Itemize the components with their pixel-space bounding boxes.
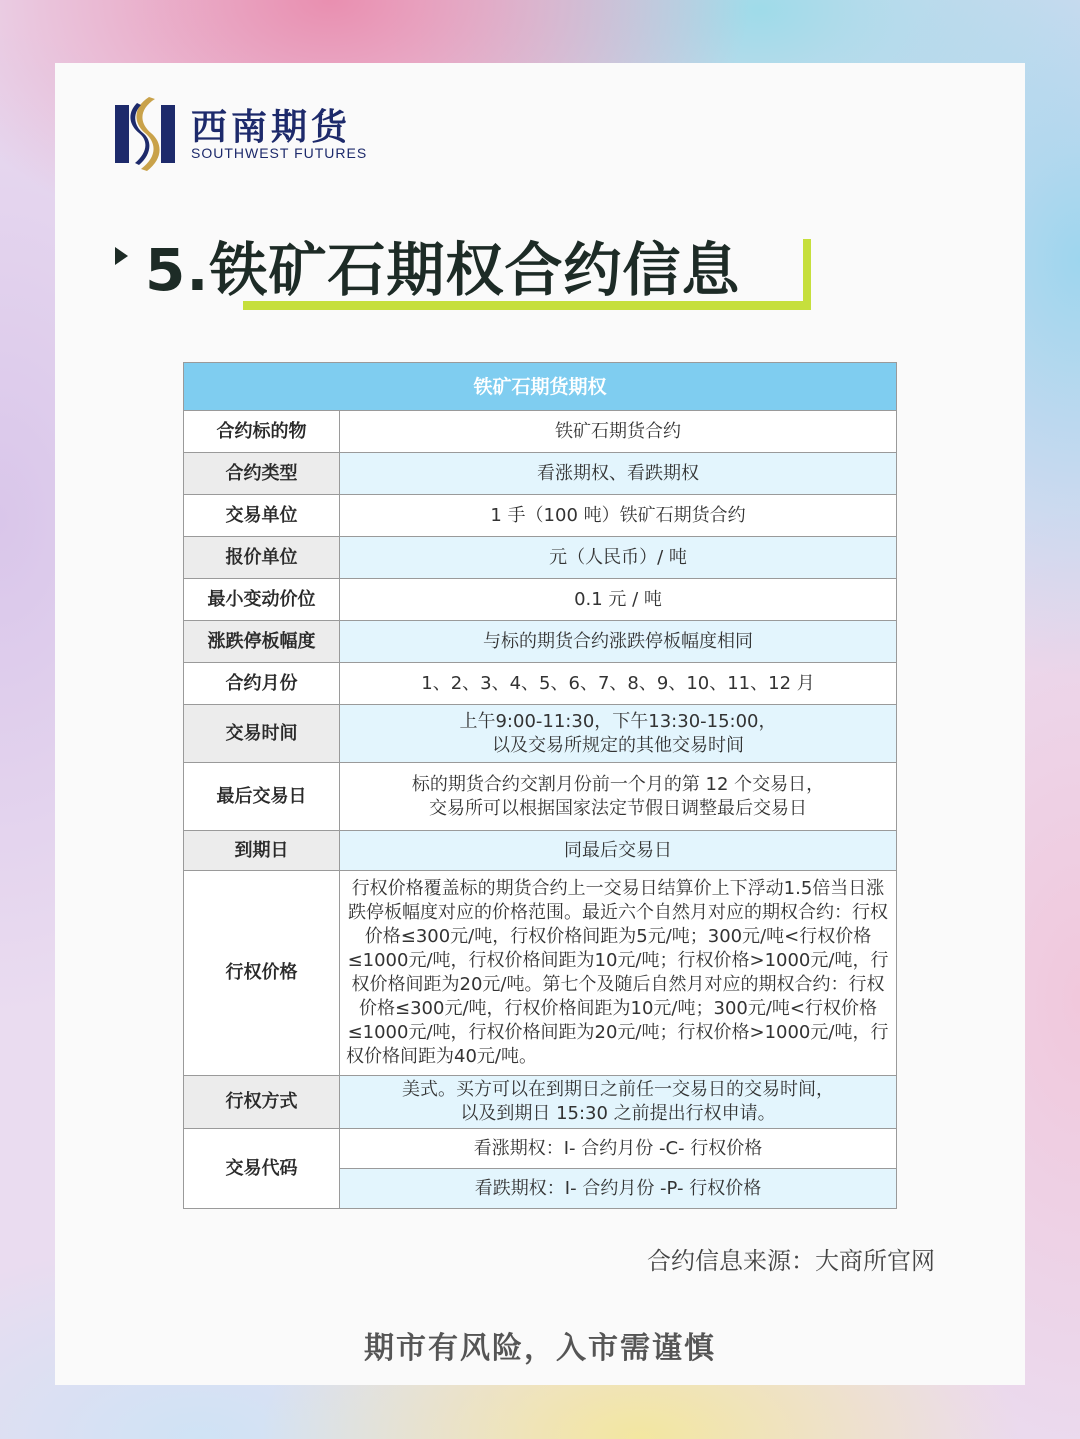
row-value: 元（人民币）/ 吨: [340, 537, 897, 579]
row-value: 0.1 元 / 吨: [340, 579, 897, 621]
table-row: [184, 495, 897, 537]
table-row: [184, 537, 897, 579]
row-value: 看涨期权：I- 合约月份 -C- 行权价格: [340, 1129, 897, 1169]
row-value: 同最后交易日: [340, 831, 897, 871]
row-value-line: 上午9:00-11:30，下午13:30-15:00，: [459, 710, 777, 732]
table-row: [184, 763, 897, 831]
page-title: 5.铁矿石期权合约信息: [145, 236, 741, 304]
row-label: 最小变动价位: [184, 579, 340, 621]
title-accent-vertical: [803, 239, 811, 310]
row-value-line: 以及交易所规定的其他交易时间: [492, 734, 744, 756]
table-row: [184, 831, 897, 871]
risk-notice: 期市有风险，入市需谨慎: [364, 1331, 716, 1366]
table-header-row: [184, 363, 897, 411]
table-row: [184, 453, 897, 495]
row-value: 看跌期权：I- 合约月份 -P- 行权价格: [340, 1169, 897, 1209]
row-label: 报价单位: [184, 537, 340, 579]
table-row: [184, 871, 897, 1076]
table-row: [184, 1076, 897, 1129]
row-value: 与标的期货合约涨跌停板幅度相同: [340, 621, 897, 663]
content-card: [55, 63, 1025, 1385]
row-label: 涨跌停板幅度: [184, 621, 340, 663]
title-bullet-icon: [115, 247, 128, 265]
row-label: 合约月份: [184, 663, 340, 705]
logo-mark-icon: [115, 93, 179, 173]
table-row: [184, 411, 897, 453]
row-label: 合约类型: [184, 453, 340, 495]
row-label: 到期日: [184, 831, 340, 871]
table-row: [184, 1129, 897, 1169]
row-label: 行权价格: [184, 871, 340, 1076]
source-note: 合约信息来源：大商所官网: [647, 1247, 935, 1275]
row-value: 行权价格覆盖标的期货合约上一交易日结算价上下浮动1.5倍当日涨跌停板幅度对应的价格范围。最近六个自然月对应的期权合约：行权价格≤300元/吨，行权价格间距为5元/吨；300元/吨<行权价格≤1000元/吨，行权价格间距为10元/吨；行权价格>1000元/吨，行权价格间距为20元/吨。第七个及随后自然月对应的期权合约：行权价格≤300元/吨，行权价格间距为10元/吨；300元/吨<行权价格≤1000元/吨，行权价格间距为20元/吨；行权价格>1000元/吨，行权价格间距为40元/吨。: [340, 871, 897, 1076]
row-label: 最后交易日: [184, 763, 340, 831]
logo-english-name: SOUTHWEST FUTURES: [191, 145, 368, 161]
row-value: [340, 763, 897, 831]
row-value-line: 标的期货合约交割月份前一个月的第 12 个交易日，: [411, 773, 825, 795]
row-label: 合约标的物: [184, 411, 340, 453]
row-value: 看涨期权、看跌期权: [340, 453, 897, 495]
logo-chinese-name: 西南期货: [191, 107, 352, 148]
row-value-line: 交易所可以根据国家法定节假日调整最后交易日: [429, 797, 807, 819]
row-value: [340, 1076, 897, 1129]
table-row: [184, 705, 897, 763]
row-value: [340, 705, 897, 763]
row-label: 交易时间: [184, 705, 340, 763]
table-row: [184, 621, 897, 663]
row-label: 行权方式: [184, 1076, 340, 1129]
row-value: 1、2、3、4、5、6、7、8、9、10、11、12 月: [340, 663, 897, 705]
table-header: 铁矿石期货期权: [184, 363, 897, 411]
table-row: [184, 579, 897, 621]
company-logo: [115, 93, 375, 173]
table-row: [184, 663, 897, 705]
row-value-line: 以及到期日 15:30 之前提出行权申请。: [460, 1103, 776, 1124]
row-value-line: 美式。买方可以在到期日之前任一交易日的交易时间，: [402, 1079, 834, 1100]
contract-info-table: [183, 362, 897, 1209]
row-value: 铁矿石期货合约: [340, 411, 897, 453]
row-label: 交易单位: [184, 495, 340, 537]
row-value: 1 手（100 吨）铁矿石期货合约: [340, 495, 897, 537]
row-label: 交易代码: [184, 1129, 340, 1209]
